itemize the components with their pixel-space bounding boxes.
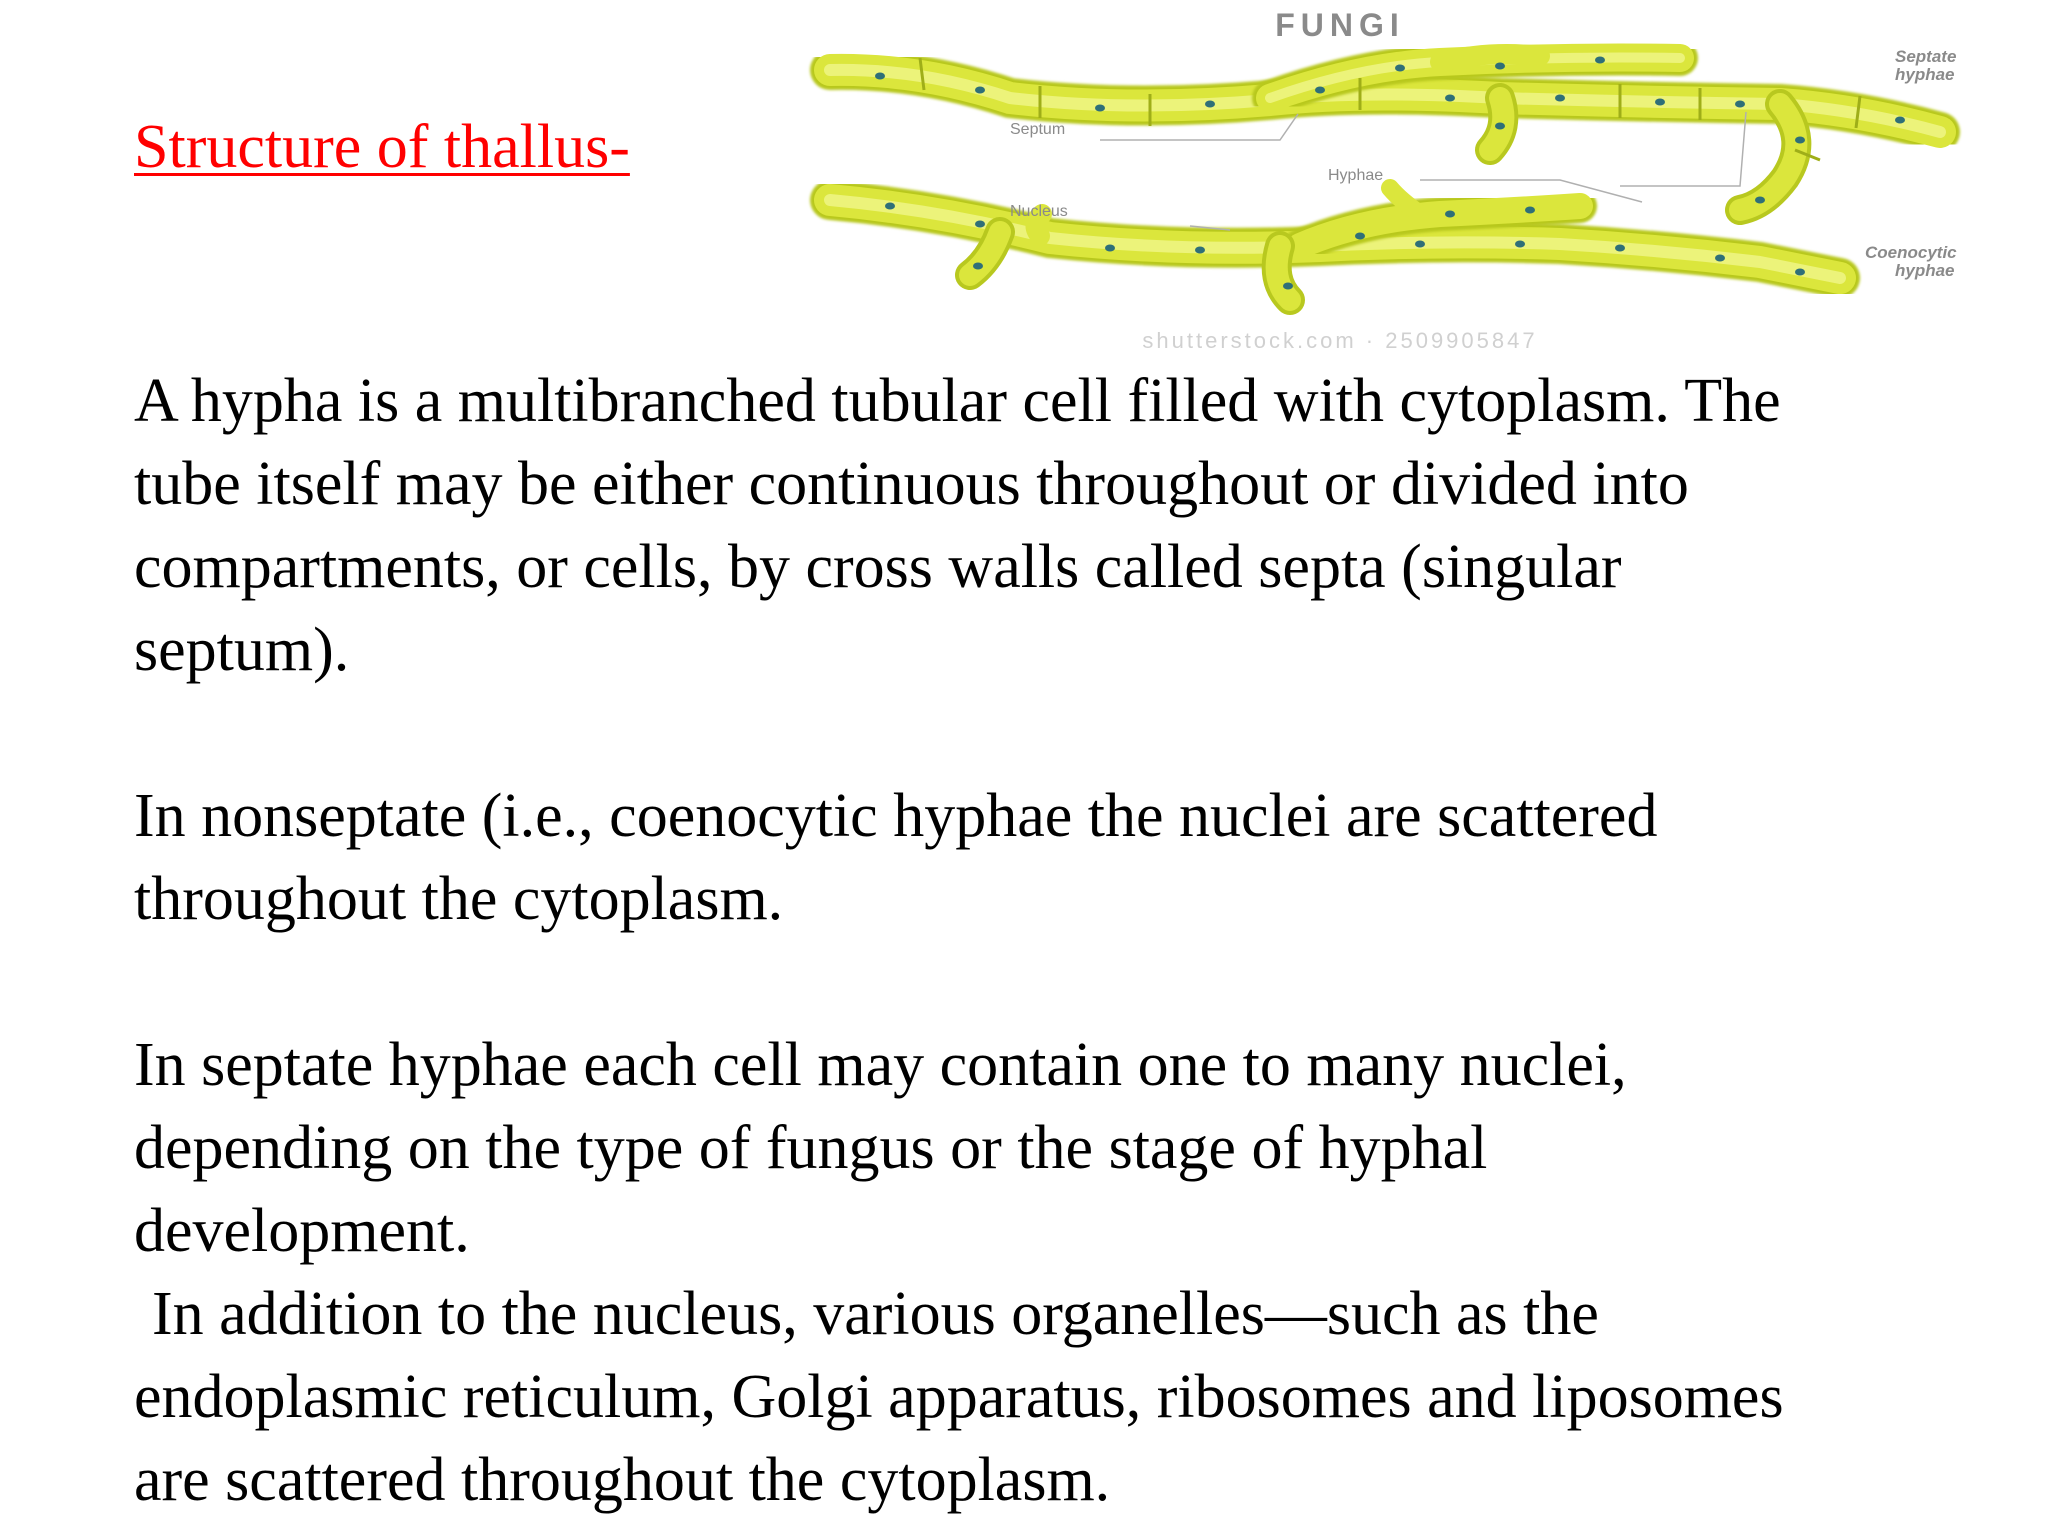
text-line: are scattered throughout the cytoplasm.: [134, 1446, 1111, 1514]
figure-heading: FUNGI: [1275, 7, 1405, 43]
text-line: depending on the type of fungus or the stage of hyphal: [134, 1114, 1488, 1182]
text-line: A hypha is a multibranched tubular cell filled with cytoplasm. The: [134, 367, 1781, 435]
text-line: tube itself may be either continuous throughout or divided into: [134, 450, 1689, 518]
coenocytic-hyphae-drawing: [830, 188, 1840, 300]
slide-body: [134, 360, 1994, 1522]
paragraph-gap: [134, 692, 1994, 775]
paragraph-nonseptate: [134, 775, 1994, 941]
text-line: throughout the cytoplasm.: [134, 865, 784, 933]
label-nucleus: Nucleus: [1010, 203, 1068, 220]
hypha-branch-icon: [1440, 54, 1540, 62]
label-septate-hyphae: Septate: [1895, 47, 1957, 66]
text-line: endoplasmic reticulum, Golgi apparatus, ribosomes and liposomes: [134, 1363, 1784, 1431]
label-septum: Septum: [1010, 121, 1066, 138]
text-line: In septate hyphae each cell may contain one to many nuclei,: [134, 1031, 1627, 1099]
slide-title: Structure of thallus-: [134, 113, 630, 181]
label-septate-hyphae-2: hyphae: [1895, 65, 1955, 84]
text-line: compartments, or cells, by cross walls called septa (singular: [134, 533, 1622, 601]
label-hyphae: Hyphae: [1328, 167, 1384, 184]
text-line: development.: [134, 1197, 470, 1265]
paragraph-septate: [134, 1024, 1994, 1273]
paragraph-hypha-definition: [134, 360, 1994, 692]
paragraph-gap: [134, 941, 1994, 1024]
label-coenocytic-hyphae-2: hyphae: [1895, 261, 1955, 280]
fungi-hyphae-illustration: [800, 0, 1980, 360]
paragraph-organelles: [134, 1273, 1994, 1522]
text-line: septum).: [134, 616, 350, 684]
hypha-branch-icon: [1277, 246, 1290, 300]
label-coenocytic-hyphae: Coenocytic: [1865, 243, 1957, 262]
text-line: In addition to the nucleus, various organelles—such as the: [152, 1280, 1599, 1348]
fungi-hyphae-figure: [800, 0, 1980, 360]
figure-watermark: shutterstock.com · 2509905847: [1142, 328, 1538, 353]
text-line: In nonseptate (i.e., coenocytic hyphae the nuclei are scattered: [134, 782, 1658, 850]
